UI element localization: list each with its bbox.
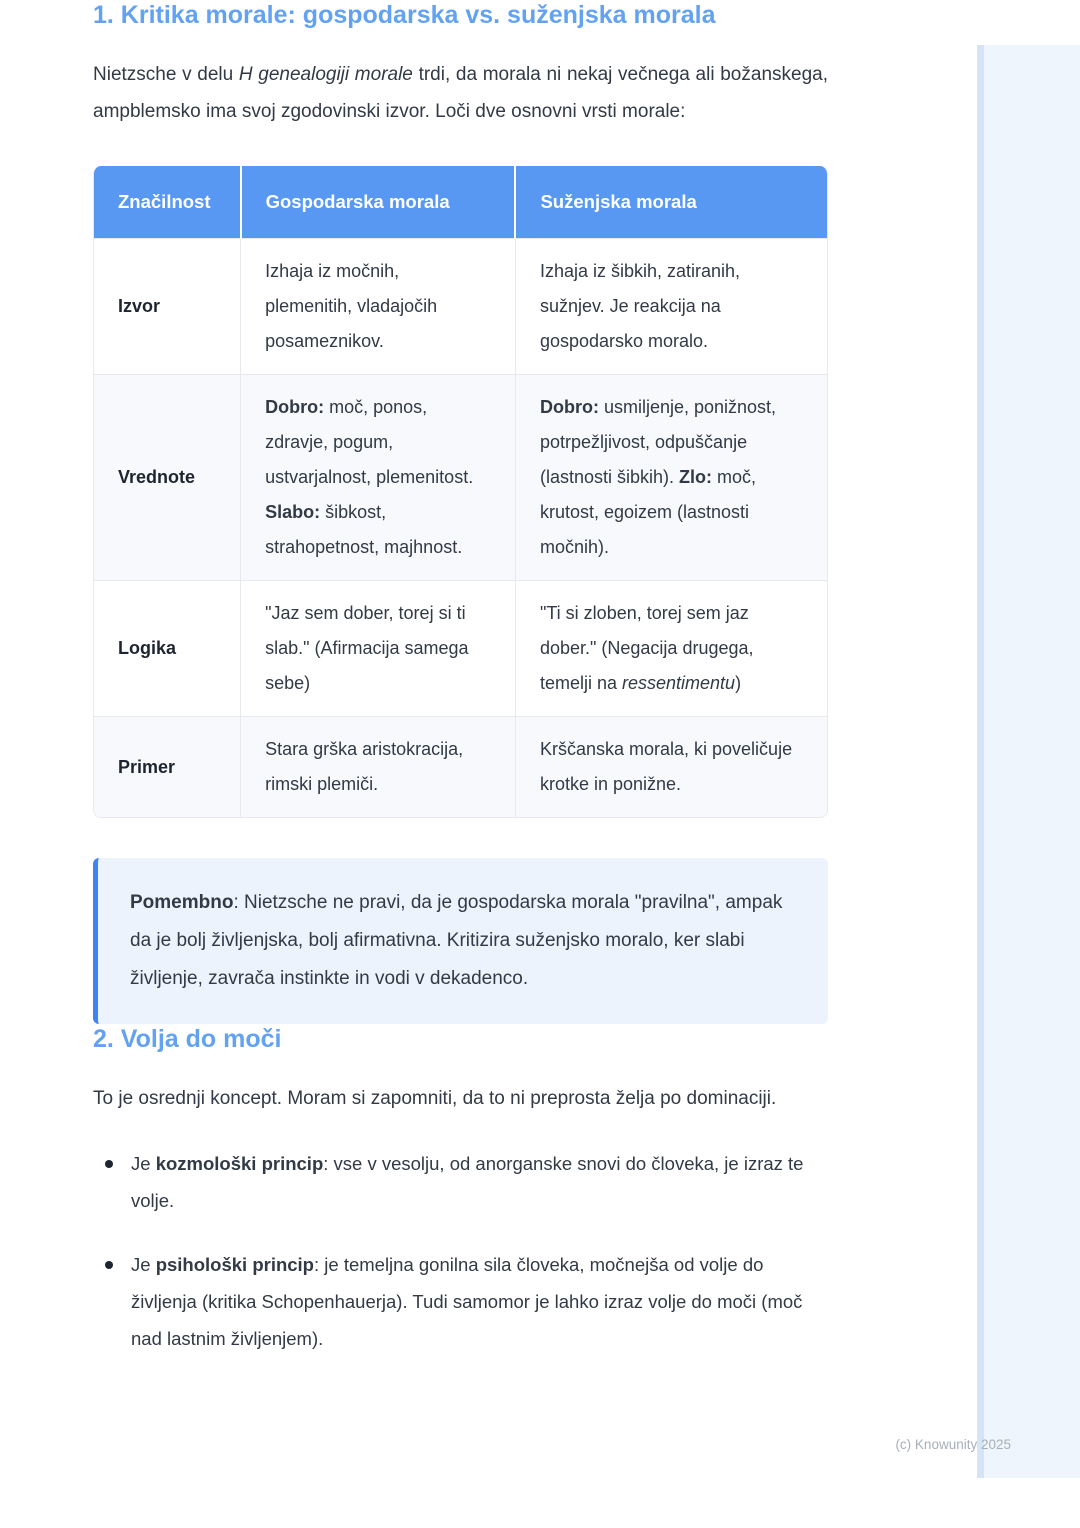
important-callout [93,858,828,1024]
bullet-icon [105,1160,113,1168]
panel-left-edge [977,45,984,1478]
list-item-text: Je kozmološki princip: vse v vesolju, od anorganske snovi do človeka, je izraz te volje. [131,1153,804,1211]
slave-morality-cell: Dobro: usmiljenje, ponižnost, potrpežljivost, odpuščanje (lastnosti šibkih). Zlo: moč, krutost, egoizem (lastnosti močnih). [515,375,827,581]
list-item-text: Je psihološki princip: je temeljna gonilna sila človeka, močnejša od volje do življenja (kritika Schopenhauerja). Tudi samomor je lahko izraz volje do moči (moč nad lastnim življenjem). [131,1254,803,1349]
master-morality-cell: Stara grška aristokracija, rimski plemiči. [241,717,516,818]
next-page-edge [977,45,1080,1478]
table-row [94,717,827,818]
table-header-row [94,166,827,239]
row-label: Primer [94,717,241,818]
row-label: Vrednote [94,375,241,581]
section-2-intro: To je osrednji koncept. Moram si zapomniti, da to ni preprosta želja po dominaciji. [93,1088,777,1109]
slave-morality-cell: Krščanska morala, ki poveličuje krotke in ponižne. [515,717,827,818]
master-morality-cell: Dobro: moč, ponos, zdravje, pogum, ustvarjalnost, plemenitost. Slabo: šibkost, strahopetnost, majhnost. [241,375,516,581]
slave-morality-cell: Izhaja iz šibkih, zatiranih, sužnjev. Je reakcija na gospodarsko moralo. [515,239,827,375]
slave-morality-cell: "Ti si zloben, torej sem jaz dober." (Negacija drugega, temelji na ressentimentu) [515,581,827,717]
master-morality-cell: "Jaz sem dober, torej si ti slab." (Afirmacija samega sebe) [241,581,516,717]
bullet-list [93,1145,828,1357]
table-header-slave-morality: Suženjska morala [515,166,827,239]
callout-text: Pomembno: Nietzsche ne pravi, da je gospodarska morala "pravilna", ampak da je bolj življenjska, bolj afirmativna. Kritizira suženjsko moralo, ker slabi življenje, zavrača instinkte in vodi v dekadenco. [130,892,783,989]
table-header-characteristic: Značilnost [94,166,241,239]
section-2-heading: 2. Volja do moči [93,1025,282,1053]
row-label: Izvor [94,239,241,375]
section-1-heading: 1. Kritika morale: gospodarska vs. suženjska morala [93,1,716,29]
watermark: (c) Knowunity 2025 [895,1437,1011,1452]
list-item [93,1145,828,1219]
table-header-master-morality: Gospodarska morala [241,166,516,239]
list-item [93,1246,828,1357]
table-row [94,375,827,581]
table-row [94,581,827,717]
table-row [94,239,827,375]
bullet-icon [105,1261,113,1269]
master-morality-cell: Izhaja iz močnih, plemenitih, vladajočih posameznikov. [241,239,516,375]
section-1-intro: Nietzsche v delu H genealogiji morale trdi, da morala ni nekaj večnega ali božanskega, ampblemsko ima svoj zgodovinski izvor. Loči dve osnovni vrsti morale: [93,64,828,122]
morality-comparison-table [93,166,828,818]
row-label: Logika [94,581,241,717]
document-page [93,0,828,1384]
